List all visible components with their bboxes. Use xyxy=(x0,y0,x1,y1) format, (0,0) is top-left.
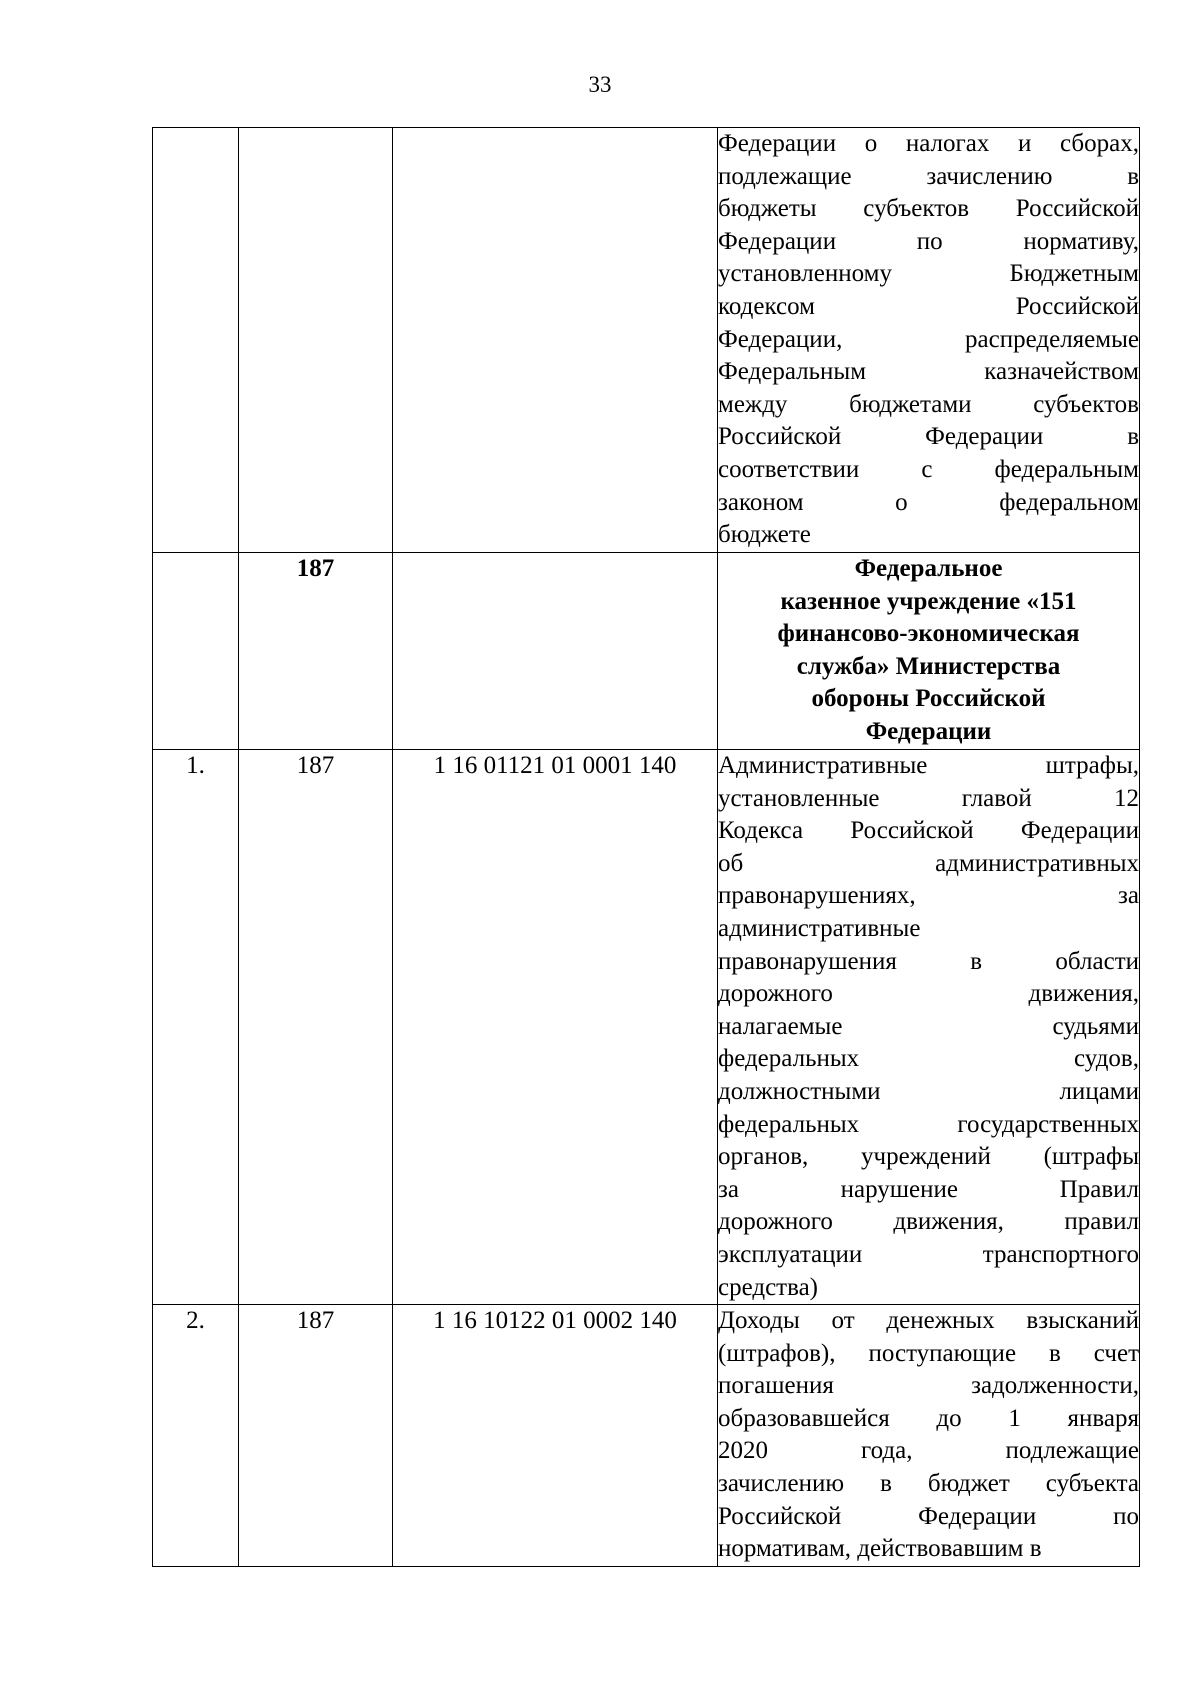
description-line: нормативам, действовавшим в xyxy=(718,1535,1042,1563)
budget-classification-code xyxy=(393,553,718,750)
description-line: 2020 года, подлежащие xyxy=(718,1437,1139,1465)
table-row xyxy=(153,128,1140,553)
heading-line: обороны Российской xyxy=(811,685,1046,713)
description-line: Федерации, распределяемые xyxy=(718,325,1139,353)
description-line: за нарушение Правил xyxy=(718,1175,1139,1203)
admin-code: 187 xyxy=(239,1305,393,1567)
heading-line: Федерации xyxy=(865,717,992,745)
description-line: дорожного движения, xyxy=(718,980,1139,1008)
row-number: 1. xyxy=(153,750,239,1305)
description-line: органов, учреждений (штрафы xyxy=(718,1143,1139,1171)
description-line: бюджете xyxy=(718,521,811,549)
description-line: Доходы от денежных взысканий xyxy=(718,1307,1139,1335)
heading-line: служба» Министерства xyxy=(796,652,1061,680)
budget-classification-code xyxy=(393,128,718,553)
description-line: образовавшейся до 1 января xyxy=(718,1404,1139,1432)
revenue-description xyxy=(718,1305,1140,1567)
heading-line: финансово-экономическая xyxy=(777,620,1080,648)
table-row xyxy=(153,750,1140,1305)
admin-code: 187 xyxy=(239,553,393,750)
description-line: установленному Бюджетным xyxy=(718,260,1139,288)
admin-code: 187 xyxy=(239,750,393,1305)
budget-classification-code: 1 16 10122 01 0002 140 xyxy=(393,1305,718,1567)
description-line: Кодекса Российской Федерации xyxy=(718,817,1139,845)
description-line: эксплуатации транспортного xyxy=(718,1240,1139,1268)
row-number xyxy=(153,553,239,750)
row-number xyxy=(153,128,239,553)
description-line: Федерации о налогах и сборах, xyxy=(718,130,1139,157)
description-line: между бюджетами субъектов xyxy=(718,390,1139,418)
description-line: Федеральным казначейством xyxy=(718,358,1139,386)
revenue-codes-table xyxy=(152,127,1140,1567)
description-line: Административные штрафы, xyxy=(718,752,1139,779)
description-line: законом о федеральном xyxy=(718,488,1139,516)
description-line: Российской Федерации в xyxy=(718,423,1139,451)
table-row xyxy=(153,1305,1140,1567)
row-number: 2. xyxy=(153,1305,239,1567)
description-line: бюджеты субъектов Российской xyxy=(718,195,1139,223)
admin-code xyxy=(239,128,393,553)
administrator-name xyxy=(718,553,1140,750)
description-line: дорожного движения, правил xyxy=(718,1208,1139,1236)
heading-line: казенное учреждение «151 xyxy=(780,587,1077,615)
description-line: должностными лицами xyxy=(718,1077,1139,1105)
page-number: 33 xyxy=(588,72,612,97)
description-line: установленные главой 12 xyxy=(718,784,1139,812)
description-line: Российской Федерации по xyxy=(718,1502,1139,1530)
description-line: Федерации по нормативу, xyxy=(718,227,1139,255)
revenue-description xyxy=(718,750,1140,1305)
description-line: средства) xyxy=(718,1273,818,1301)
heading-line: Федеральное xyxy=(854,555,1003,582)
budget-classification-code: 1 16 01121 01 0001 140 xyxy=(393,750,718,1305)
description-line: правонарушения в области xyxy=(718,947,1139,975)
description-line: об административных xyxy=(718,849,1139,877)
description-line: федеральных судов, xyxy=(718,1045,1139,1073)
description-line: погашения задолженности, xyxy=(718,1372,1139,1400)
description-line: зачислению в бюджет субъекта xyxy=(718,1470,1139,1498)
description-line: налагаемые судьями xyxy=(718,1012,1139,1040)
description-line: (штрафов), поступающие в счет xyxy=(718,1339,1139,1367)
description-line: правонарушениях, за xyxy=(718,882,1139,910)
description-line: административные xyxy=(718,914,921,942)
description-line: федеральных государственных xyxy=(718,1110,1139,1138)
description-line: кодексом Российской xyxy=(718,292,1139,320)
description-line: подлежащие зачислению в xyxy=(718,162,1139,190)
description-line: соответствии с федеральным xyxy=(718,455,1139,483)
revenue-description xyxy=(718,128,1140,553)
table-row xyxy=(153,553,1140,750)
